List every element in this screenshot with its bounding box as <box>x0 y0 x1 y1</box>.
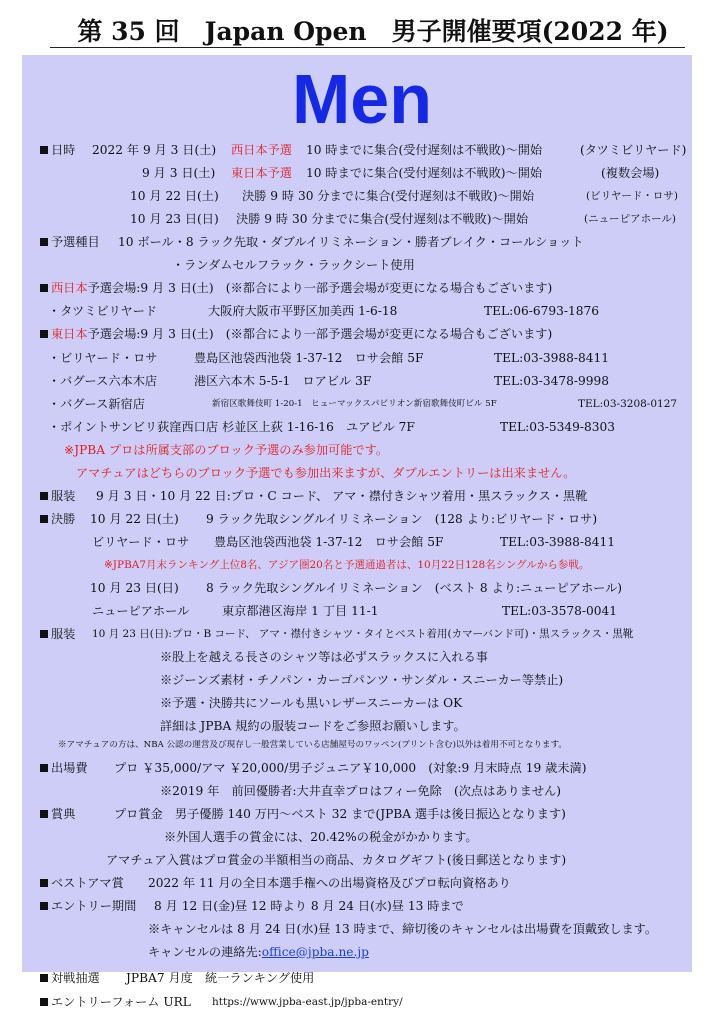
bullet-icon <box>40 284 48 292</box>
bullet-icon <box>40 902 48 910</box>
contact-email-link[interactable]: office@jpba.ne.jp <box>261 945 369 959</box>
bullet-icon <box>40 492 48 500</box>
bullet-icon <box>40 330 48 338</box>
bullet-icon <box>40 879 48 887</box>
bullet-icon <box>40 630 48 638</box>
bullet-icon <box>40 238 48 246</box>
bullet-icon <box>40 810 48 818</box>
bullet-icon <box>40 998 48 1006</box>
bullet-icon <box>40 764 48 772</box>
bullet-icon <box>40 515 48 523</box>
bullet-icon <box>40 974 48 982</box>
bullet-icon <box>40 146 48 154</box>
entry-form-url[interactable]: https://www.jpba-east.jp/jpba-entry/ <box>212 996 403 1008</box>
page-title: 第 35 回 Japan Open 男子開催要項(2022 年) <box>77 17 669 46</box>
men-banner: Men <box>292 60 432 138</box>
title-underline <box>50 47 685 48</box>
